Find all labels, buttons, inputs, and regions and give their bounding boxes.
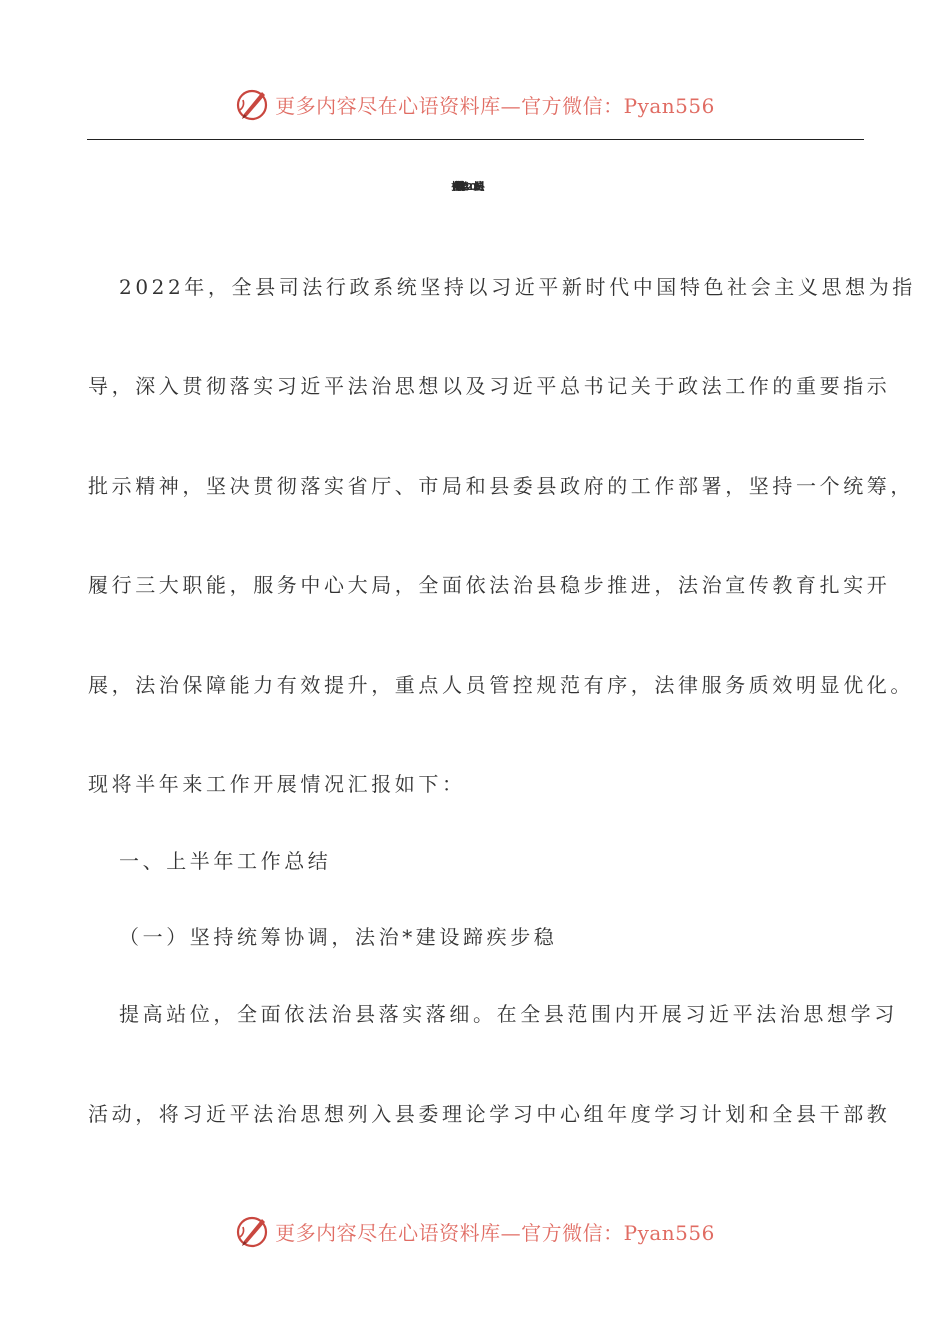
section-heading-1: 一、上半年工作总结 [119,849,332,873]
header-banner [0,84,950,124]
header-banner-text: 更多内容尽在心语资料库—官方微信：Pyan556 [275,93,715,118]
body-line-4: 履行三大职能，服务中心大局，全面依法治县稳步推进，法治宣传教育扎实开 [88,573,891,597]
document-title [0,178,950,193]
quill-pen-logo-icon [235,1213,271,1249]
header-divider [87,139,864,140]
quill-pen-logo-icon [235,86,271,122]
body-line-5: 展，法治保障能力有效提升，重点人员管控规范有序，法律服务质效明显优化。 [88,673,914,697]
body-line-6: 现将半年来工作开展情况汇报如下： [88,772,466,796]
body-line-3: 批示精神，坚决贯彻落实省厅、市局和县委县政府的工作部署，坚持一个统筹， [88,474,914,498]
body-line-8: 活动，将习近平法治思想列入县委理论学习中心组年度学习计划和全县干部教 [88,1102,891,1126]
subsection-heading-1: （一）坚持统筹协调，法治*建设蹄疾步稳 [119,925,558,949]
footer-banner [0,1211,950,1251]
footer-banner-text: 更多内容尽在心语资料库—官方微信：Pyan556 [275,1220,715,1245]
body-line-1: 2022年，全县司法行政系统坚持以习近平新时代中国特色社会主义思想为指 [119,275,916,299]
body-line-7: 提高站位，全面依法治县落实落细。在全县范围内开展习近平法治思想学习 [119,1002,898,1026]
body-line-2: 导，深入贯彻落实习近平法治思想以及习近平总书记关于政法工作的重要指示 [88,374,891,398]
